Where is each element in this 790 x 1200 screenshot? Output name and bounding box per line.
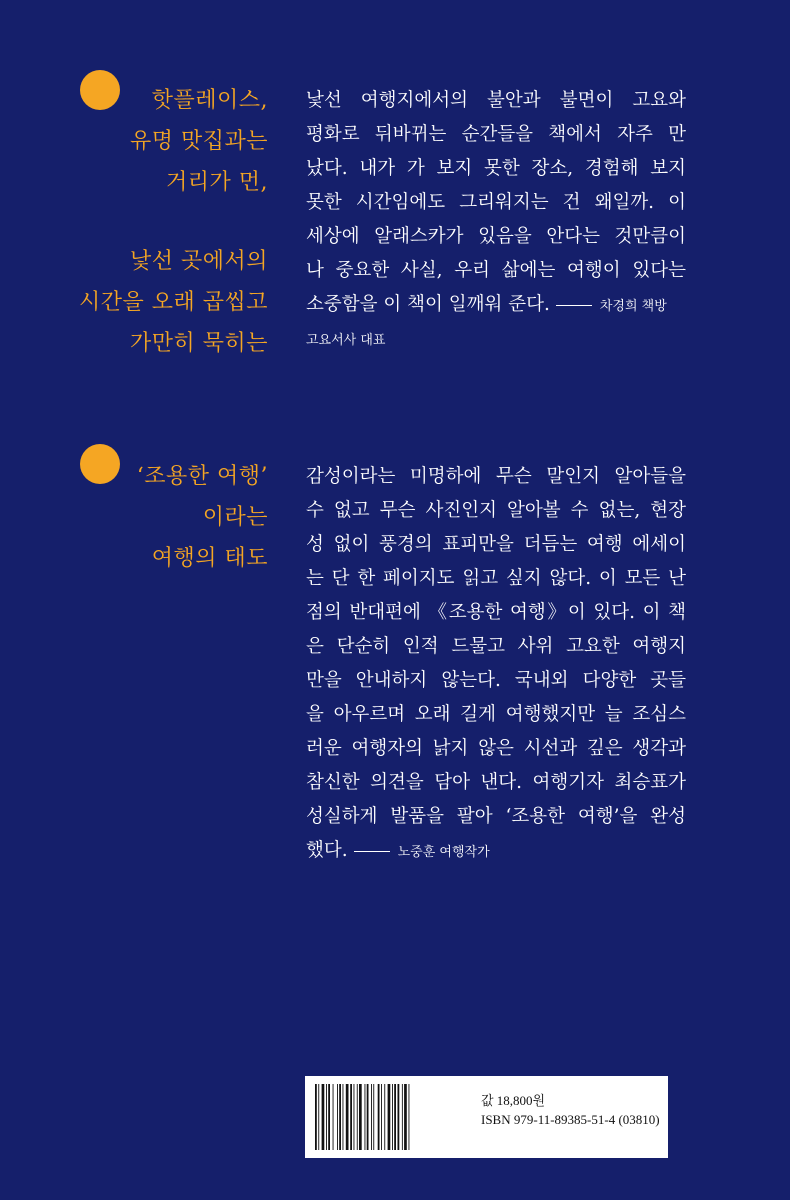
quote-line: 핫플레이스, [151, 88, 268, 113]
para-line: 성 없이 풍경의 표피만을 더듬는 여행 에세이 [306, 534, 686, 555]
quote-line: 거리가 먼, [166, 170, 268, 195]
para-line: 소중함을 이 책이 일깨워 준다. 차경희 책방 [306, 294, 667, 315]
quote-line: 시간을 오래 곱씹고 [78, 290, 268, 315]
credit-rule [354, 851, 390, 852]
para-line: 러운 여행자의 낡지 않은 시선과 깊은 생각과 [306, 738, 686, 759]
review-paragraph-1 [306, 84, 686, 358]
barcode-bar [343, 1084, 344, 1150]
para-line: 평화로 뒤바뀌는 순간들을 책에서 자주 만 [306, 124, 686, 145]
barcode-bar [371, 1084, 372, 1150]
barcode-bar [337, 1084, 338, 1150]
barcode-bar [384, 1084, 385, 1150]
barcode-bar [326, 1084, 327, 1150]
barcode-bar [404, 1084, 407, 1150]
reviewer-credit-title: 고요서사 대표 [306, 333, 386, 348]
reviewer-credit: 노중훈 여행작가 [397, 845, 490, 860]
para-line: 낯선 여행지에서의 불안과 불면이 고요와 [306, 90, 686, 111]
barcode-icon [313, 1084, 473, 1150]
para-line: 만을 안내하지 않는다. 국내외 다양한 곳들 [306, 670, 686, 691]
credit-rule [556, 305, 592, 306]
para-line: 났다. 내가 가 보지 못한 장소, 경험해 보지 [306, 158, 686, 179]
pull-quote-1 [79, 80, 268, 364]
barcode-bar [318, 1084, 319, 1150]
barcode-bar [315, 1084, 317, 1150]
barcode-bar [328, 1084, 330, 1150]
barcode-bar [357, 1084, 358, 1150]
quote-line: 가만히 묵히는 [129, 331, 268, 356]
para-line: 감성이라는 미명하에 무슨 말인지 알아들을 [306, 466, 686, 487]
para-line: 을 아우르며 오래 길게 여행했지만 늘 조심스 [306, 704, 686, 725]
para-line: 성실하게 발품을 팔아 ‘조용한 여행’을 완성 [306, 806, 686, 827]
para-line: 세상에 알래스카가 있음을 안다는 것만큼이 [306, 226, 686, 247]
barcode-bar [339, 1084, 341, 1150]
barcode-bar [388, 1084, 391, 1150]
barcode-bar [402, 1084, 403, 1150]
price-text: 값 18,800원 [481, 1093, 546, 1108]
pull-quote-2 [137, 456, 268, 579]
barcode-bar [392, 1084, 393, 1150]
barcode-bar [373, 1084, 374, 1150]
para-line: 했다. 노중훈 여행작가 [306, 840, 490, 861]
barcode-bar [322, 1084, 325, 1150]
para-line: 는 단 한 페이지도 읽고 싶지 않다. 이 모든 난 [306, 568, 686, 589]
barcode-bar [359, 1084, 362, 1150]
barcode-label [305, 1076, 668, 1158]
barcode-bar [378, 1084, 380, 1150]
para-line: 은 단순히 인적 드물고 사위 고요한 여행지 [306, 636, 686, 657]
barcode-bar [354, 1084, 355, 1150]
barcode-bar [365, 1084, 366, 1150]
para-line: 참신한 의견을 담아 낸다. 여행기자 최승표가 [306, 772, 686, 793]
barcode-bar [333, 1084, 334, 1150]
isbn-text: ISBN 979-11-89385-51-4 (03810) [481, 1112, 660, 1127]
quote-line: 여행의 태도 [151, 546, 268, 571]
reviewer-credit: 차경희 책방 [599, 299, 667, 314]
quote-line: 낯선 곳에서의 [129, 249, 268, 274]
para-line: 나 중요한 사실, 우리 삶에는 여행이 있다는 [306, 260, 686, 281]
quote-line: ‘조용한 여행’ [136, 464, 268, 489]
para-line: 수 없고 무슨 사진인지 알아볼 수 없는, 현장 [306, 500, 686, 521]
barcode-bar [381, 1084, 382, 1150]
para-line: 점의 반대편에 《조용한 여행》이 있다. 이 책 [306, 602, 686, 623]
quote-line: 이라는 [202, 505, 268, 530]
barcode-bar [350, 1084, 352, 1150]
barcode-bar [398, 1084, 400, 1150]
barcode-bar [367, 1084, 369, 1150]
orange-dot-icon [80, 444, 120, 484]
barcode-bar [394, 1084, 396, 1150]
para-line: 못한 시간임에도 그리워지는 건 왜일까. 이 [306, 192, 686, 213]
review-paragraph-2 [306, 460, 686, 870]
barcode-bar [346, 1084, 349, 1150]
barcode-bar [409, 1084, 410, 1150]
quote-line: 유명 맛집과는 [129, 129, 268, 154]
